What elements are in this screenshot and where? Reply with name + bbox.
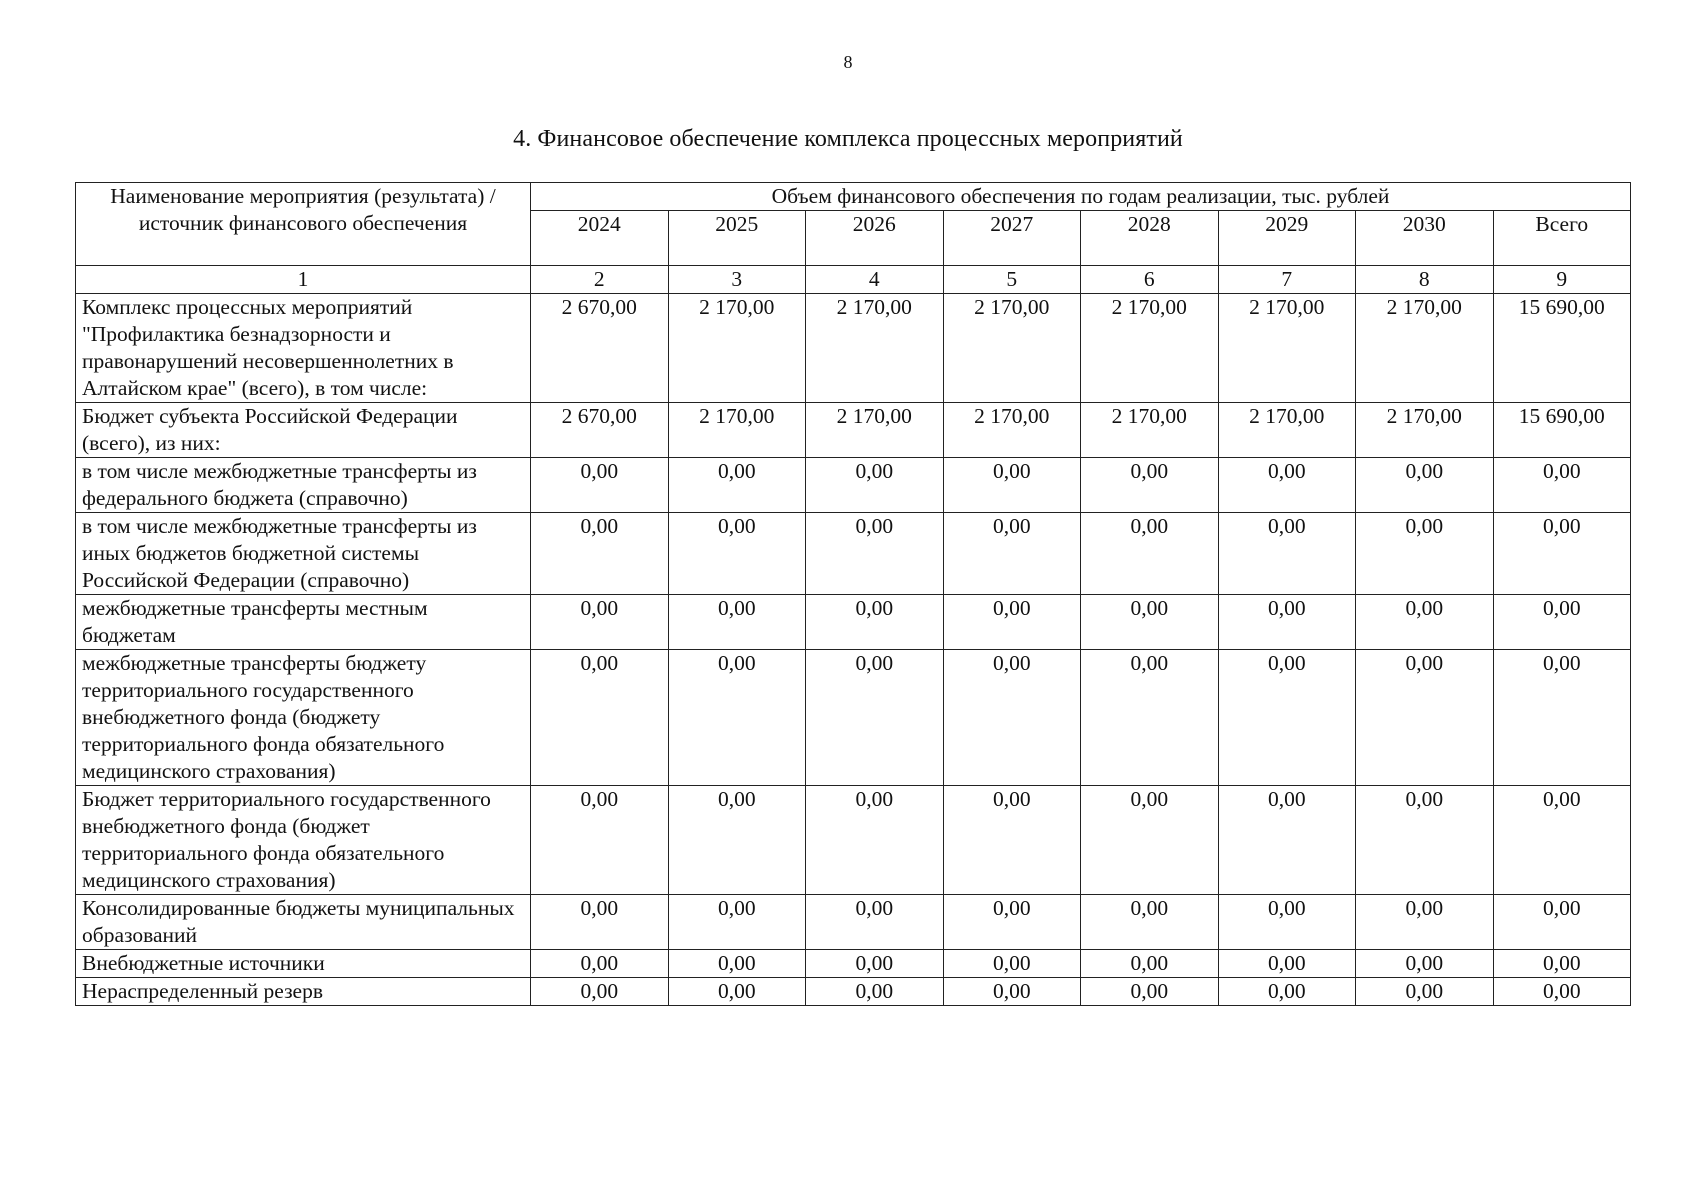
row-total-cell: 0,00 [1493, 458, 1631, 513]
row-value-cell: 0,00 [1218, 458, 1356, 513]
header-total-cell: Всего [1493, 211, 1631, 266]
row-value-cell: 0,00 [1356, 595, 1494, 650]
row-value-cell: 0,00 [806, 650, 944, 786]
row-value-cell: 0,00 [531, 950, 669, 978]
row-value-cell: 2 170,00 [806, 403, 944, 458]
row-value-cell: 0,00 [806, 786, 944, 895]
row-total-cell: 0,00 [1493, 513, 1631, 595]
row-name-cell: в том числе межбюджетные трансферты из федерального бюджета (справочно) [76, 458, 531, 513]
column-number-cell: 4 [806, 266, 944, 294]
row-value-cell: 0,00 [806, 895, 944, 950]
row-value-cell: 0,00 [668, 458, 806, 513]
row-value-cell: 0,00 [531, 978, 669, 1006]
row-value-cell: 0,00 [943, 978, 1081, 1006]
row-value-cell: 0,00 [1081, 595, 1219, 650]
column-number-cell: 6 [1081, 266, 1219, 294]
row-value-cell: 0,00 [531, 458, 669, 513]
row-value-cell: 0,00 [531, 513, 669, 595]
row-value-cell: 2 170,00 [1356, 294, 1494, 403]
row-total-cell: 15 690,00 [1493, 294, 1631, 403]
table-row [76, 978, 1631, 1006]
row-name-cell: Комплекс процессных мероприятий "Профилактика безнадзорности и правонарушений несовершеннолетних в Алтайском крае" (всего), в том числе: [76, 294, 531, 403]
row-name-cell: Внебюджетные источники [76, 950, 531, 978]
financial-table [75, 182, 1631, 1006]
row-value-cell: 0,00 [1081, 786, 1219, 895]
section-title: 4. Финансовое обеспечение комплекса процессных мероприятий [513, 126, 1183, 152]
table-row [76, 513, 1631, 595]
row-value-cell: 0,00 [1356, 458, 1494, 513]
header-volume-cell: Объем финансового обеспечения по годам реализации, тыс. рублей [531, 183, 1631, 211]
row-value-cell: 0,00 [1218, 513, 1356, 595]
column-number-row [76, 266, 1631, 294]
table-row [76, 950, 1631, 978]
row-value-cell: 0,00 [668, 978, 806, 1006]
row-value-cell: 0,00 [943, 786, 1081, 895]
row-value-cell: 0,00 [531, 650, 669, 786]
row-value-cell: 0,00 [806, 513, 944, 595]
row-value-cell: 0,00 [668, 950, 806, 978]
row-value-cell: 0,00 [668, 786, 806, 895]
row-value-cell: 0,00 [1218, 595, 1356, 650]
row-value-cell: 2 170,00 [806, 294, 944, 403]
row-value-cell: 2 170,00 [668, 403, 806, 458]
row-value-cell: 0,00 [943, 895, 1081, 950]
row-value-cell: 0,00 [943, 950, 1081, 978]
row-total-cell: 0,00 [1493, 895, 1631, 950]
row-name-cell: Бюджет территориального государственного внебюджетного фонда (бюджет территориального фонда обязательного медицинского страхования) [76, 786, 531, 895]
column-number-cell: 2 [531, 266, 669, 294]
row-name-cell: в том числе межбюджетные трансферты из иных бюджетов бюджетной системы Российской Федерации (справочно) [76, 513, 531, 595]
row-value-cell: 2 670,00 [531, 294, 669, 403]
row-total-cell: 0,00 [1493, 786, 1631, 895]
column-number-cell: 5 [943, 266, 1081, 294]
column-number-cell: 7 [1218, 266, 1356, 294]
row-name-cell: межбюджетные трансферты местным бюджетам [76, 595, 531, 650]
column-number-cell: 1 [76, 266, 531, 294]
row-value-cell: 0,00 [943, 513, 1081, 595]
row-value-cell: 2 170,00 [1356, 403, 1494, 458]
row-name-cell: межбюджетные трансферты бюджету территориального государственного внебюджетного фонда (бюджету территориального фонда обязательного медицинского страхования) [76, 650, 531, 786]
table-row [76, 895, 1631, 950]
table-row [76, 294, 1631, 403]
header-year-cell: 2024 [531, 211, 669, 266]
row-value-cell: 2 170,00 [943, 294, 1081, 403]
row-value-cell: 0,00 [943, 595, 1081, 650]
row-name-cell: Бюджет субъекта Российской Федерации (всего), из них: [76, 403, 531, 458]
row-value-cell: 0,00 [668, 895, 806, 950]
row-value-cell: 0,00 [1081, 978, 1219, 1006]
row-value-cell: 2 170,00 [943, 403, 1081, 458]
row-value-cell: 2 170,00 [668, 294, 806, 403]
row-value-cell: 2 170,00 [1218, 403, 1356, 458]
header-year-cell: 2025 [668, 211, 806, 266]
row-value-cell: 2 170,00 [1081, 294, 1219, 403]
row-name-cell: Консолидированные бюджеты муниципальных образований [76, 895, 531, 950]
row-value-cell: 0,00 [668, 513, 806, 595]
column-number-cell: 9 [1493, 266, 1631, 294]
row-value-cell: 0,00 [1218, 895, 1356, 950]
column-number-cell: 3 [668, 266, 806, 294]
row-value-cell: 0,00 [943, 458, 1081, 513]
row-value-cell: 0,00 [806, 458, 944, 513]
header-year-cell: 2029 [1218, 211, 1356, 266]
row-value-cell: 0,00 [1081, 950, 1219, 978]
row-value-cell: 0,00 [1218, 950, 1356, 978]
header-year-cell: 2028 [1081, 211, 1219, 266]
row-value-cell: 0,00 [668, 650, 806, 786]
row-value-cell: 0,00 [531, 595, 669, 650]
row-value-cell: 0,00 [1218, 650, 1356, 786]
page-number: 8 [843, 52, 853, 72]
table-row [76, 458, 1631, 513]
table-row [76, 650, 1631, 786]
header-year-cell: 2026 [806, 211, 944, 266]
row-value-cell: 0,00 [806, 978, 944, 1006]
row-value-cell: 0,00 [1081, 895, 1219, 950]
row-value-cell: 0,00 [1081, 513, 1219, 595]
column-number-cell: 8 [1356, 266, 1494, 294]
row-total-cell: 0,00 [1493, 650, 1631, 786]
row-value-cell: 0,00 [531, 786, 669, 895]
row-value-cell: 0,00 [1218, 786, 1356, 895]
row-value-cell: 0,00 [806, 950, 944, 978]
table-row [76, 403, 1631, 458]
table-header [76, 183, 1631, 294]
header-year-cell: 2030 [1356, 211, 1494, 266]
table-row [76, 786, 1631, 895]
row-value-cell: 0,00 [531, 895, 669, 950]
row-value-cell: 0,00 [1081, 458, 1219, 513]
row-total-cell: 0,00 [1493, 595, 1631, 650]
row-total-cell: 0,00 [1493, 950, 1631, 978]
row-value-cell: 0,00 [1356, 978, 1494, 1006]
header-year-cell: 2027 [943, 211, 1081, 266]
row-value-cell: 0,00 [668, 595, 806, 650]
row-value-cell: 2 170,00 [1218, 294, 1356, 403]
row-name-cell: Нераспределенный резерв [76, 978, 531, 1006]
row-value-cell: 0,00 [806, 595, 944, 650]
row-value-cell: 0,00 [1218, 978, 1356, 1006]
row-value-cell: 0,00 [1356, 895, 1494, 950]
row-value-cell: 0,00 [943, 650, 1081, 786]
header-name-cell: Наименование мероприятия (результата) / источник финансового обеспечения [76, 183, 531, 266]
table-body [76, 294, 1631, 1006]
row-value-cell: 0,00 [1356, 650, 1494, 786]
row-value-cell: 2 670,00 [531, 403, 669, 458]
table-row [76, 595, 1631, 650]
row-total-cell: 0,00 [1493, 978, 1631, 1006]
row-value-cell: 0,00 [1356, 513, 1494, 595]
row-value-cell: 0,00 [1356, 950, 1494, 978]
row-value-cell: 0,00 [1356, 786, 1494, 895]
row-value-cell: 0,00 [1081, 650, 1219, 786]
row-value-cell: 2 170,00 [1081, 403, 1219, 458]
row-total-cell: 15 690,00 [1493, 403, 1631, 458]
